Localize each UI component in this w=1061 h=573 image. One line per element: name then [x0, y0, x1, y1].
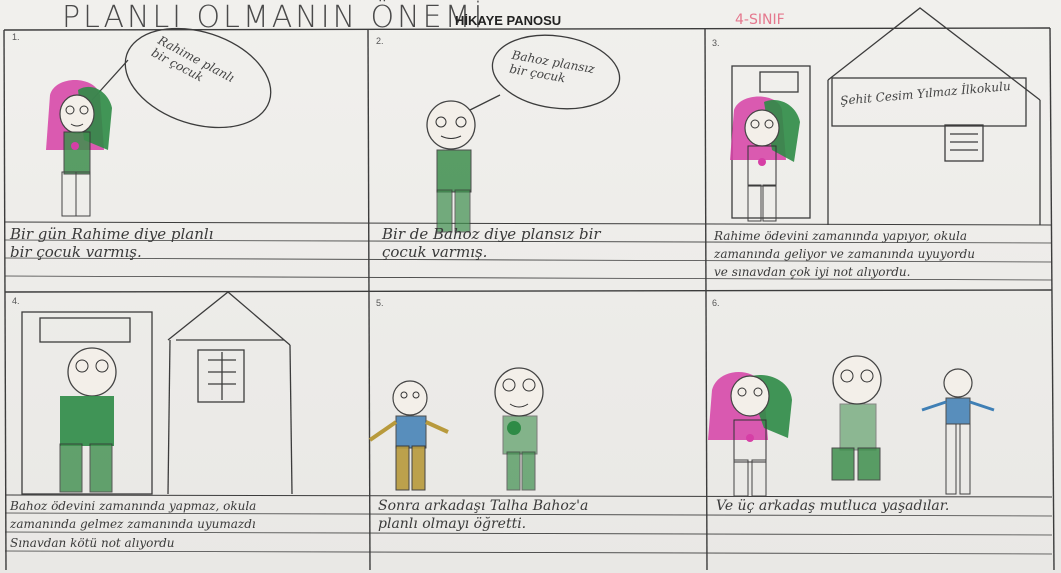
panel-number-4: 4. [12, 296, 20, 306]
caption-4-line-3: Sınavdan kötü not alıyordu [10, 536, 175, 550]
page-title: PLANLI OLMANIN ÖNEMİ [62, 0, 486, 35]
caption-4-line-2: zamanında gelmez zamanında uyumazdı [10, 517, 256, 531]
bahoz-figure-6 [832, 356, 881, 480]
caption-3-line-3: ve sınavdan çok iyi not alıyordu. [714, 265, 911, 279]
panel-number-3: 3. [712, 38, 720, 48]
class-label: 4-SINIF [735, 12, 785, 28]
bahoz-figure-5 [495, 368, 543, 490]
panel-number-6: 6. [712, 298, 720, 308]
bubble-text-2: Bahoz plansız bir çocuk [508, 47, 596, 86]
panel-number-5: 5. [376, 298, 384, 308]
rahime-figure-1 [46, 80, 112, 216]
rahime-figure-6 [708, 372, 792, 496]
bahoz-figure-4 [60, 348, 116, 492]
bubble-text-1: Rahime planlı bir çocuk [149, 33, 237, 86]
caption-3-line-1: Rahime ödevini zamanında yapıyor, okula [714, 229, 968, 243]
bahoz-figure-2 [427, 101, 475, 232]
caption-3-line-2: zamanında geliyor ve zamanında uyuyordu [714, 247, 976, 261]
caption-5-line-2: planlı olmayı öğretti. [378, 516, 527, 532]
talha-figure-5 [370, 381, 448, 490]
caption-5-line-1: Sonra arkadaşı Talha Bahoz'a [378, 498, 589, 514]
rahime-figure-3 [730, 97, 800, 222]
caption-1-line-1: Bir gün Rahime diye planlı [10, 225, 214, 243]
caption-2-line-2: çocuk varmış. [382, 243, 488, 261]
caption-1-line-2: bir çocuk varmış. [10, 243, 142, 261]
panel-number-2: 2. [376, 36, 384, 46]
board-label: HİKAYE PANOSU [455, 13, 562, 28]
talha-figure-6 [922, 369, 994, 494]
caption-4-line-1: Bahoz ödevini zamanında yapmaz, okula [10, 499, 257, 513]
caption-6-line-1: Ve üç arkadaş mutluca yaşadılar. [716, 498, 950, 514]
school-sign-text: Şehit Cesim Yılmaz İlkokulu [839, 78, 1012, 108]
panel-number-1: 1. [12, 32, 20, 42]
caption-2-line-1: Bir de Bahoz diye plansız bir [382, 225, 601, 243]
